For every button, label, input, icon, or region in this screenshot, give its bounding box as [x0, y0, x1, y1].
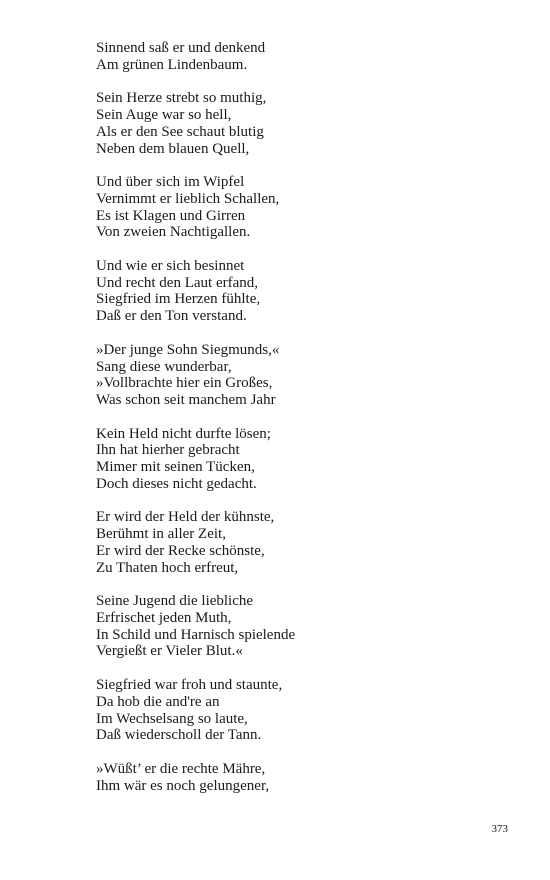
verse-line: Als er den See schaut blutig	[96, 123, 264, 140]
verse-line: Mimer mit seinen Tücken,	[96, 459, 255, 476]
stanza	[96, 593, 516, 660]
stanza	[96, 509, 516, 576]
verse-line: Kein Held nicht durfte lösen;	[96, 425, 271, 442]
verse-line: Er wird der Recke schönste,	[96, 542, 265, 559]
verse-line: Daß er den Ton verstand.	[96, 308, 247, 325]
verse-line: Zu Thaten hoch erfreut,	[96, 559, 239, 576]
verse-line: Sinnend saß er und denkend	[96, 40, 266, 56]
verse-line: Und über sich im Wipfel	[96, 174, 245, 191]
stanza	[96, 174, 516, 241]
verse-line: Am grünen Lindenbaum.	[96, 56, 248, 73]
verse-line: Und recht den Laut erfand,	[96, 274, 259, 291]
stanza	[96, 258, 516, 325]
verse-line: Siegfried war froh und staunte,	[96, 677, 283, 694]
verse-line: Sein Herze strebt so muthig,	[96, 90, 267, 107]
verse-line: Da hob die and're an	[96, 693, 220, 710]
verse-line: Erfrischet jeden Muth,	[96, 609, 232, 626]
stanza	[96, 761, 516, 794]
verse-line: Vergießt er Vieler Blut.«	[96, 643, 243, 660]
verse-line: Daß wiederscholl der Tann.	[96, 727, 262, 744]
verse-line: Er wird der Held der kühnste,	[96, 509, 275, 526]
stanza	[96, 40, 516, 73]
verse-line: Berühmt in aller Zeit,	[96, 526, 226, 543]
verse-line: Neben dem blauen Quell,	[96, 140, 250, 157]
verse-line: Seine Jugend die liebliche	[96, 593, 254, 610]
verse-line: Doch dieses nicht gedacht.	[96, 475, 257, 492]
verse-line: »Vollbrachte hier ein Großes,	[96, 375, 273, 392]
verse-line: Was schon seit manchem Jahr	[96, 391, 276, 408]
verse-line: »Wüßt’ er die rechte Mähre,	[96, 760, 266, 777]
verse-line: Ihm wär es noch gelungener,	[96, 777, 270, 794]
verse-line: Von zweien Nachtigallen.	[96, 224, 251, 241]
stanza	[96, 677, 516, 744]
verse-line: Vernimmt er lieblich Schallen,	[96, 190, 280, 207]
verse-line: Sein Auge war so hell,	[96, 107, 232, 124]
verse-line: In Schild und Harnisch spielende	[96, 626, 296, 643]
poem-text	[96, 40, 516, 811]
verse-line: Und wie er sich besinnet	[96, 258, 245, 275]
verse-line: Sang diese wunderbar,	[96, 358, 232, 375]
stanza	[96, 426, 516, 493]
verse-line: Im Wechselsang so laute,	[96, 710, 248, 727]
verse-line: Ihn hat hierher gebracht	[96, 442, 240, 459]
stanza	[96, 342, 516, 409]
page-number: 373	[491, 823, 508, 835]
verse-line: Es ist Klagen und Girren	[96, 207, 246, 224]
verse-line: »Der junge Sohn Siegmunds,«	[96, 341, 280, 358]
verse-line: Siegfried im Herzen fühlte,	[96, 291, 261, 308]
stanza	[96, 90, 516, 157]
